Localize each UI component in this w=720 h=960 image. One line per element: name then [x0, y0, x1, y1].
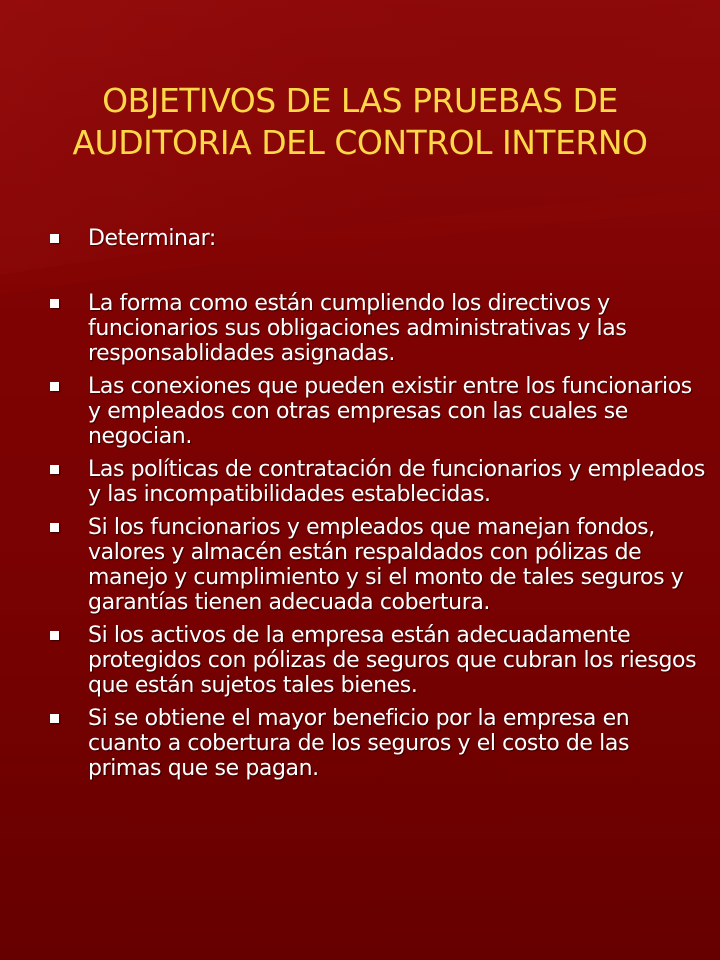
- list-item: [46, 457, 706, 507]
- list-item: [46, 226, 706, 251]
- list-item-text: Las políticas de contratación de funcionarios y empleados y las incompatibilidades establecidas.: [88, 457, 705, 507]
- list-item-text: Si se obtiene el mayor beneficio por la empresa en cuanto a cobertura de los seguros y el costo de las primas que se pagan.: [88, 706, 630, 781]
- list-item: [46, 515, 706, 615]
- list-item-text: La forma como están cumpliendo los directivos y funcionarios sus obligaciones administrativas y las responsablidades asignadas.: [88, 291, 627, 366]
- list-item: [46, 706, 706, 781]
- slide-title: OBJETIVOS DE LAS PRUEBAS DE AUDITORIA DEL CONTROL INTERNO: [72, 81, 648, 162]
- list-item-text: Si los activos de la empresa están adecuadamente protegidos con pólizas de seguros que cubran los riesgos que están sujetos tales bienes.: [88, 623, 697, 698]
- square-bullet-icon: [50, 714, 59, 723]
- list-item-text: Si los funcionarios y empleados que manejan fondos, valores y almacén están respaldados con pólizas de manejo y cumplimiento y si el monto de tales seguros y garantías tienen adecuada cobertura.: [88, 515, 684, 615]
- square-bullet-icon: [50, 382, 59, 391]
- square-bullet-icon: [50, 631, 59, 640]
- square-bullet-icon: [50, 465, 59, 474]
- list-item-text: Las conexiones que pueden existir entre los funcionarios y empleados con otras empresas con las cuales se negocian.: [88, 374, 692, 449]
- list-item: [46, 623, 706, 698]
- bullet-list: [46, 226, 706, 781]
- square-bullet-icon: [50, 299, 59, 308]
- square-bullet-icon: [50, 523, 59, 532]
- list-item: [46, 374, 706, 449]
- square-bullet-icon: [50, 234, 59, 243]
- list-item: [46, 291, 706, 366]
- list-item-text: Determinar:: [88, 226, 216, 251]
